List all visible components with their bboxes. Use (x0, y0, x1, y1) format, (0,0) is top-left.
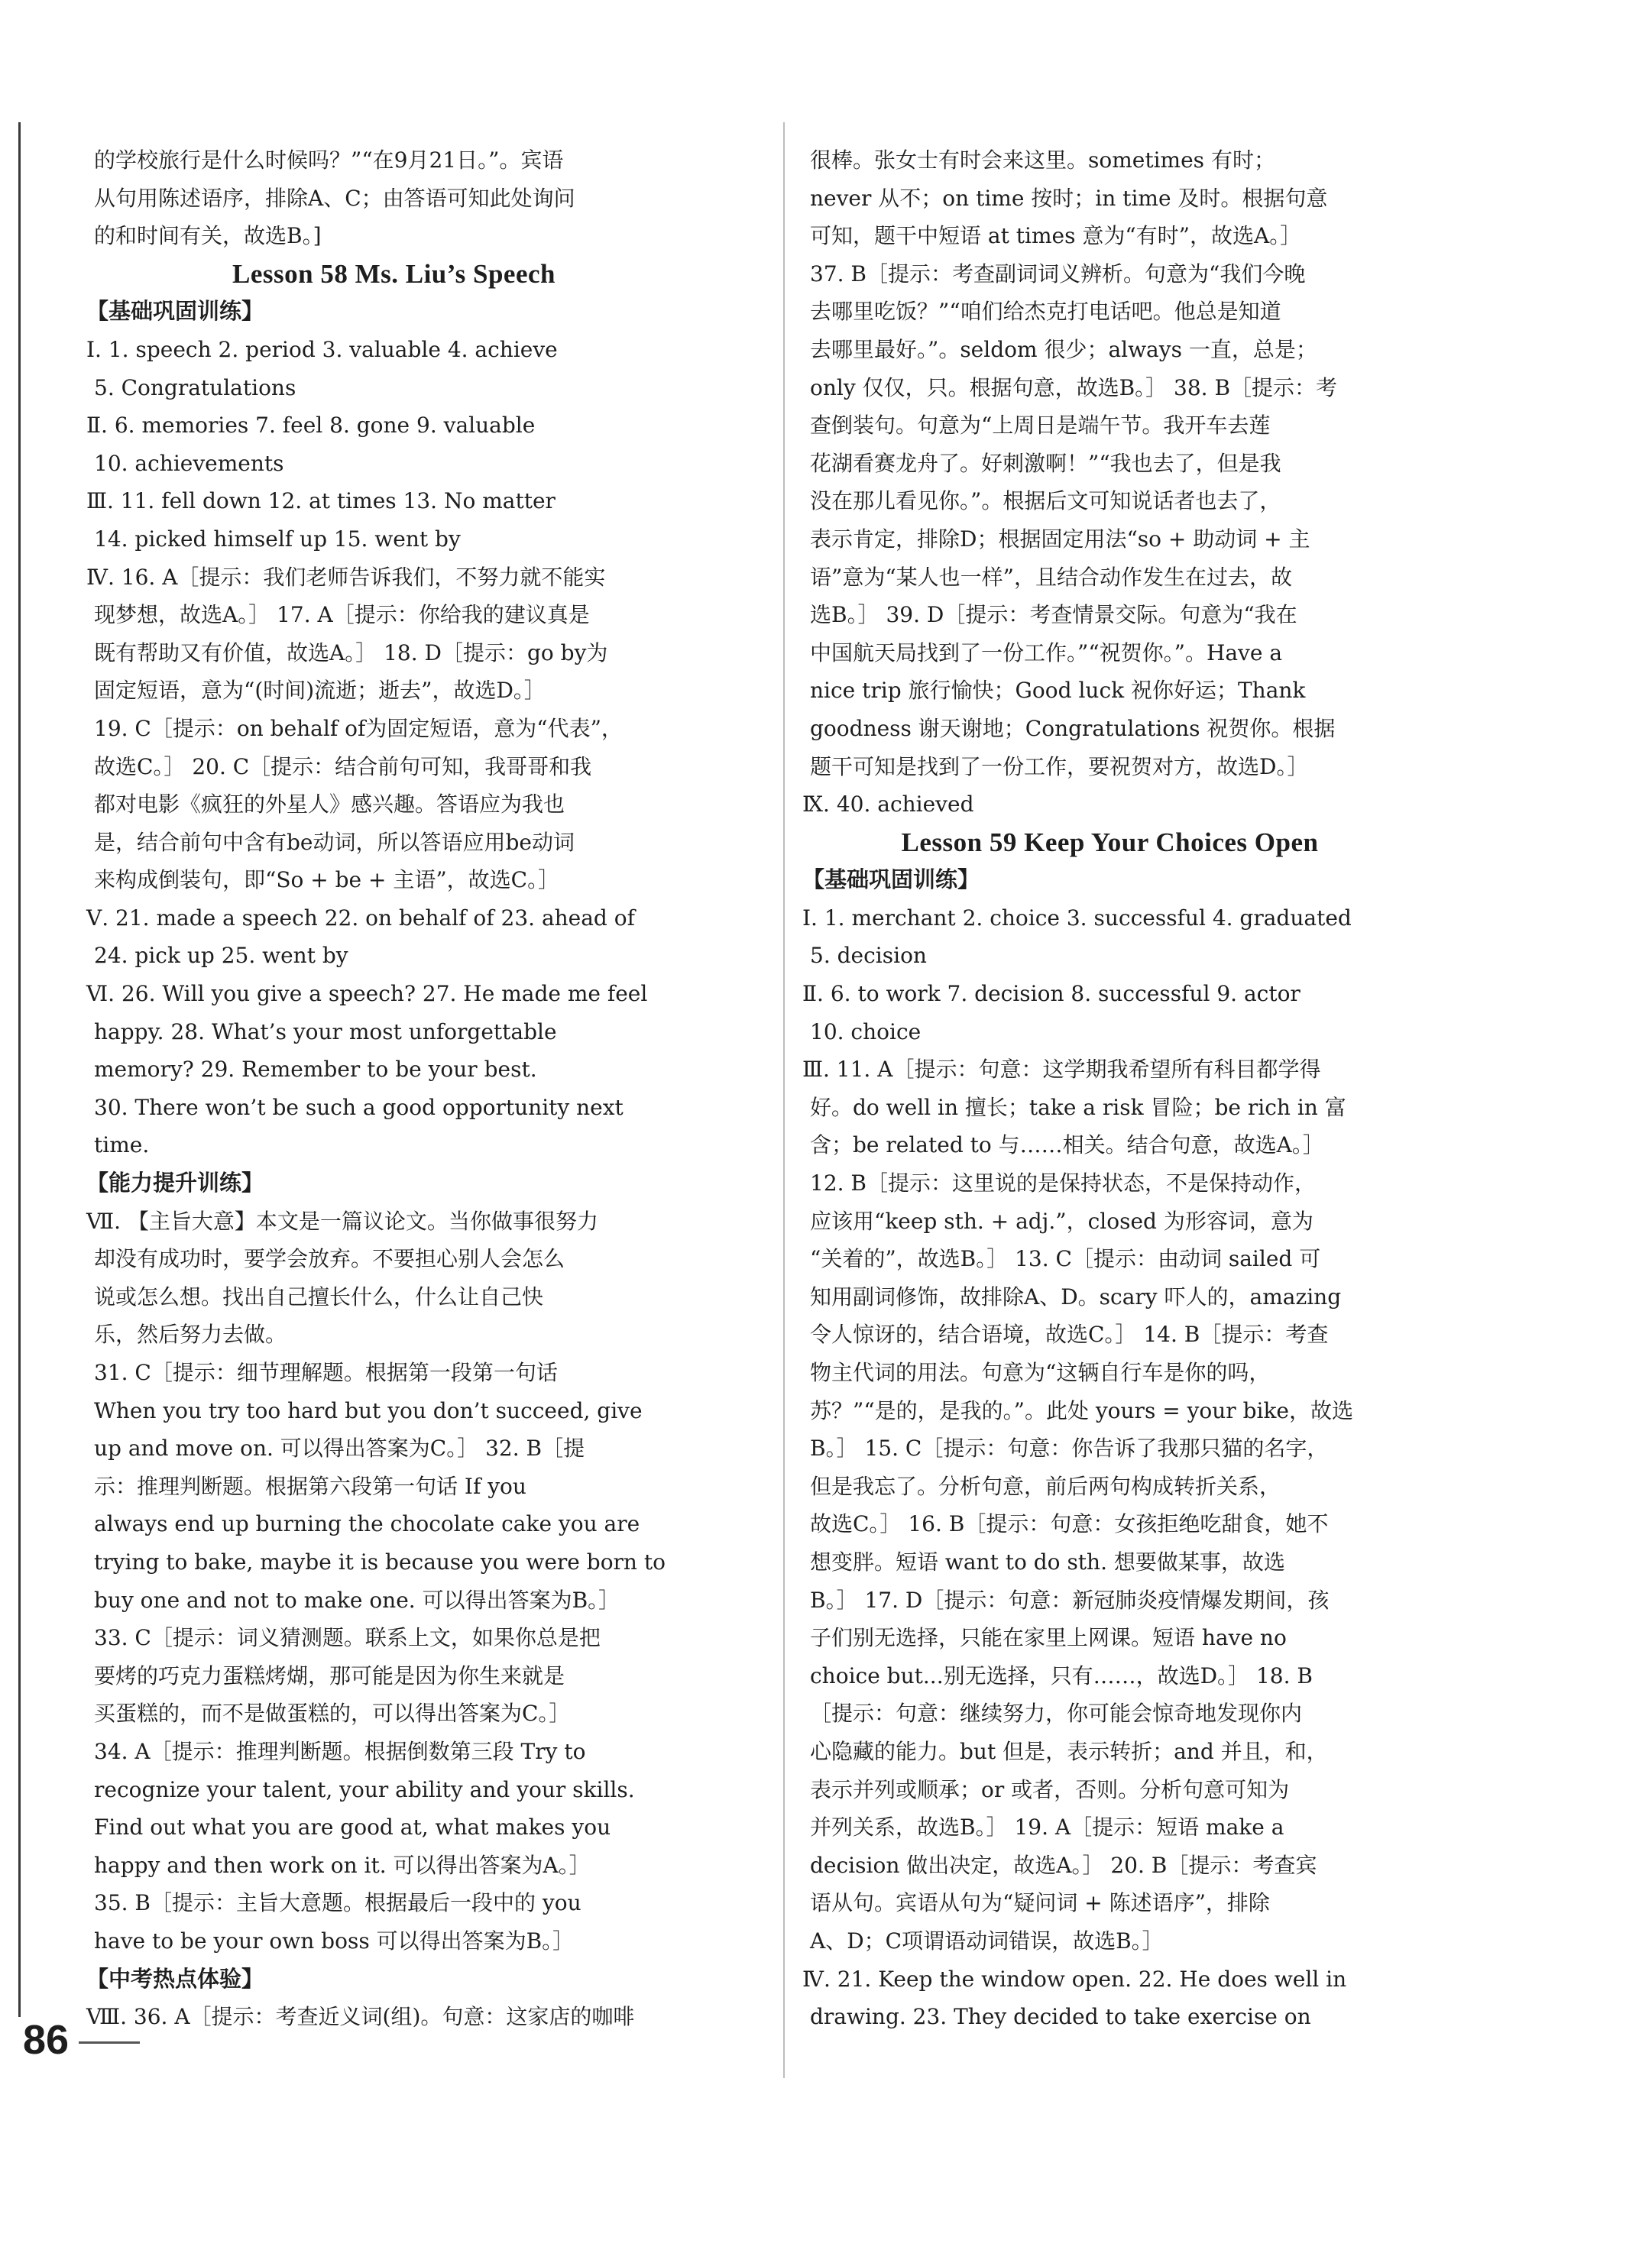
section-heading: 【中考热点体验】 (86, 1965, 264, 1992)
answer-line: 14. picked himself up 15. went by (94, 526, 461, 552)
answer-line: 固定短语，意为“(时间)流逝；逝去”，故选D。］ (94, 678, 546, 704)
answer-line: 说或怎么想。找出自己擅长什么，什么让自己快 (94, 1284, 544, 1310)
answer-line: “关着的”，故选B。］ 13. C［提示：由动词 sailed 可 (810, 1246, 1321, 1272)
answer-line: have to be your own boss 可以得出答案为B。］ (94, 1928, 575, 1954)
answer-line: B。］ 15. C［提示：句意：你告诉了我那只猫的名字， (810, 1436, 1329, 1462)
right-column (802, 141, 1417, 2036)
answer-line: 故选C。］ 16. B［提示：句意：女孩拒绝吃甜食，她不 (810, 1511, 1329, 1537)
answer-line: 5. decision (810, 943, 927, 969)
answer-line: time. (94, 1132, 150, 1158)
answer-item: Ⅰ. 1. speech 2. period 3. valuable 4. achieve (86, 336, 558, 362)
text-line: 去哪里吃饭？”“咱们给杰克打电话吧。他总是知道 (810, 299, 1281, 325)
answer-item: Ⅸ. 40. achieved (802, 792, 974, 817)
answer-item: Ⅷ. 36. A［提示：考查近义词(组)。句意：这家店的咖啡 (86, 2004, 635, 2030)
answer-item: Ⅱ. 6. to work 7. decision 8. successful 9. actor (802, 981, 1301, 1007)
left-margin-rule (18, 122, 21, 2017)
answer-line: 示：推理判断题。根据第六段第一句话 If you (94, 1473, 526, 1499)
text-line: 可知，题干中短语 at times 意为“有时”，故选A。］ (810, 223, 1302, 249)
left-column (86, 141, 701, 2036)
answer-item: Ⅴ. 21. made a speech 22. on behalf of 23. ahead of (86, 905, 635, 931)
section-heading: 【基础巩固训练】 (802, 866, 980, 893)
answer-item: Ⅵ. 26. Will you give a speech? 27. He made me feel (86, 981, 648, 1007)
answer-line: recognize your talent, your ability and your skills. (94, 1776, 635, 1802)
answer-line: 心隐藏的能力。but 但是，表示转折；and 并且，和， (810, 1738, 1328, 1764)
text-line: 查倒装句。句意为“上周日是端午节。我开车去莲 (810, 413, 1271, 439)
answer-item: Ⅱ. 6. memories 7. feel 8. gone 9. valuable (86, 413, 536, 439)
answer-line: 物主代词的用法。句意为“这辆自行车是你的吗， (810, 1360, 1271, 1385)
answer-line: choice but...别无选择，只有……，故选D。］ 18. B (810, 1662, 1313, 1688)
answer-line: 故选C。］ 20. C［提示：结合前句可知，我哥哥和我 (94, 753, 592, 779)
page-number-dash (79, 2041, 140, 2044)
answer-item: Ⅳ. 21. Keep the window open. 22. He does well in (802, 1966, 1347, 1992)
answer-line: 是，结合前句中含有be动词，所以答语应用be动词 (94, 829, 575, 855)
answer-line: buy one and not to make one. 可以得出答案为B。］ (94, 1587, 620, 1613)
answer-line: decision 做出决定，故选A。］ 20. B［提示：考查宾 (810, 1852, 1317, 1878)
answer-line: 却没有成功时，要学会放弃。不要担心别人会怎么 (94, 1246, 565, 1272)
answer-line: 19. C［提示：on behalf of为固定短语，意为“代表”， (94, 715, 623, 741)
text-line: 题干可知是找到了一份工作，要祝贺对方，故选D。］ (810, 753, 1309, 779)
text-line: 表示肯定，排除D；根据固定用法“so + 助动词 + 主 (810, 526, 1310, 552)
answer-line: 子们别无选择，只能在家里上网课。短语 have no (810, 1625, 1287, 1651)
answer-line: 34. A［提示：推理判断题。根据倒数第三段 Try to (94, 1738, 586, 1764)
column-divider (783, 122, 785, 2078)
answer-line: 30. There won’t be such a good opportunity next (94, 1094, 624, 1120)
answer-line: Find out what you are good at, what makes you (94, 1815, 611, 1841)
answer-item: Ⅶ. 【主旨大意】本文是一篇议论文。当你做事很努力 (86, 1208, 598, 1234)
answer-item: Ⅰ. 1. merchant 2. choice 3. successful 4. graduated (802, 905, 1352, 931)
answer-item: Ⅲ. 11. A［提示：句意：这学期我希望所有科目都学得 (802, 1057, 1321, 1083)
text-line: 去哪里最好。”。seldom 很少；always 一直，总是； (810, 336, 1317, 362)
answer-line: drawing. 23. They decided to take exercise on (810, 2004, 1311, 2030)
answer-line: always end up burning the chocolate cake you are (94, 1511, 640, 1537)
answer-line: 表示并列或顺承；or 或者，否则。分析句意可知为 (810, 1776, 1290, 1802)
lesson-heading: Lesson 59 Keep Your Choices Open (901, 827, 1319, 857)
text-line: 从句用陈述语序，排除A、C；由答语可知此处询问 (94, 185, 575, 211)
answer-item: Ⅳ. 16. A［提示：我们老师告诉我们，不努力就不能实 (86, 564, 606, 590)
text-line: 的学校旅行是什么时候吗？”“在9月21日。”。宾语 (94, 147, 564, 173)
answer-line: 10. choice (810, 1018, 922, 1044)
answer-line: 应该用“keep sth. + adj.”，closed 为形容词，意为 (810, 1208, 1314, 1234)
answer-line: 都对电影《疯狂的外星人》感兴趣。答语应为我也 (94, 792, 565, 817)
answer-line: trying to bake, maybe it is because you were born to (94, 1549, 666, 1575)
text-line: 的和时间有关，故选B。] (94, 223, 322, 249)
answer-line: happy and then work on it. 可以得出答案为A。］ (94, 1852, 591, 1878)
answer-line: 35. B［提示：主旨大意题。根据最后一段中的 you (94, 1890, 581, 1916)
answer-line: 想变胖。短语 want to do sth. 想要做某事，故选 (810, 1549, 1285, 1575)
text-line: 没在那儿看见你。”。根据后文可知说话者也去了， (810, 488, 1281, 514)
text-line: nice trip 旅行愉快；Good luck 祝你好运；Thank (810, 678, 1306, 704)
answer-line: 12. B［提示：这里说的是保持状态，不是保持动作， (810, 1170, 1317, 1196)
answer-line: up and move on. 可以得出答案为C。］ 32. B［提 (94, 1436, 585, 1462)
answer-line: 31. C［提示：细节理解题。根据第一段第一句话 (94, 1360, 558, 1385)
answer-line: 并列关系，故选B。］ 19. A［提示：短语 make a (810, 1815, 1284, 1841)
lesson-heading: Lesson 58 Ms. Liu’s Speech (232, 258, 556, 289)
text-line: never 从不；on time 按时；in time 及时。根据句意 (810, 185, 1328, 211)
answer-line: 来构成倒装句，即“So + be + 主语”，故选C。］ (94, 867, 560, 893)
text-line: 37. B［提示：考查副词词义辨析。句意为“我们今晚 (810, 261, 1306, 287)
answer-line: 令人惊讶的，结合语境，故选C。］ 14. B［提示：考查 (810, 1322, 1329, 1348)
answer-line: 10. achievements (94, 450, 284, 476)
answer-line: B。］ 17. D［提示：句意：新冠肺炎疫情爆发期间，孩 (810, 1587, 1330, 1613)
text-line: 语”意为“某人也一样”，且结合动作发生在过去，故 (810, 564, 1292, 590)
text-line: 花湖看赛龙舟了。好刺激啊！”“我也去了，但是我 (810, 450, 1281, 476)
answer-line: A、D；C项谓语动词错误，故选B。］ (810, 1928, 1164, 1954)
answer-line: happy. 28. What’s your most unforgettable (94, 1018, 557, 1044)
answer-line: 24. pick up 25. went by (94, 943, 348, 969)
answer-line: 苏？”“是的，是我的。”。此处 yours = your bike，故选 (810, 1397, 1353, 1423)
text-line: 选B。］ 39. D［提示：考查情景交际。句意为“我在 (810, 602, 1297, 628)
page-number: 86 (23, 2017, 70, 2063)
answer-line: 现梦想，故选A。］ 17. A［提示：你给我的建议真是 (94, 602, 590, 628)
answer-line: 要烤的巧克力蛋糕烤煳，那可能是因为你生来就是 (94, 1662, 565, 1688)
answer-line: memory? 29. Remember to be your best. (94, 1057, 537, 1083)
section-heading: 【能力提升训练】 (86, 1170, 264, 1196)
answer-line: 既有帮助又有价值，故选A。］ 18. D［提示：go by为 (94, 639, 608, 665)
text-line: 很棒。张女士有时会来这里。sometimes 有时； (810, 147, 1275, 173)
answer-line: 5. Congratulations (94, 374, 296, 400)
answer-line: 好。do well in 擅长；take a risk 冒险；be rich in 富 (810, 1094, 1346, 1120)
answer-line: 乐，然后努力去做。 (94, 1322, 287, 1348)
answer-item: Ⅲ. 11. fell down 12. at times 13. No matter (86, 488, 556, 514)
answer-line: When you try too hard but you don’t succeed, give (94, 1397, 643, 1423)
answer-line: 但是我忘了。分析句意，前后两句构成转折关系， (810, 1473, 1281, 1499)
answer-line: 买蛋糕的，而不是做蛋糕的，可以得出答案为C。］ (94, 1701, 571, 1727)
text-line: 中国航天局找到了一份工作。”“祝贺你。”。Have a (810, 639, 1283, 665)
answer-line: ［提示：句意：继续努力，你可能会惊奇地发现你内 (810, 1701, 1303, 1727)
text-line: only 仅仅，只。根据句意，故选B。］ 38. B［提示：考 (810, 374, 1338, 400)
answer-line: 33. C［提示：词义猜测题。联系上文，如果你总是把 (94, 1625, 601, 1651)
answer-line: 语从句。宾语从句为“疑问词 + 陈述语序”，排除 (810, 1890, 1270, 1916)
text-line: goodness 谢天谢地；Congratulations 祝贺你。根据 (810, 715, 1336, 741)
section-heading: 【基础巩固训练】 (86, 298, 264, 325)
answer-line: 知用副词修饰，故排除A、D。scary 吓人的，amazing (810, 1284, 1342, 1310)
answer-line: 含；be related to 与……相关。结合句意，故选A。］ (810, 1132, 1324, 1158)
